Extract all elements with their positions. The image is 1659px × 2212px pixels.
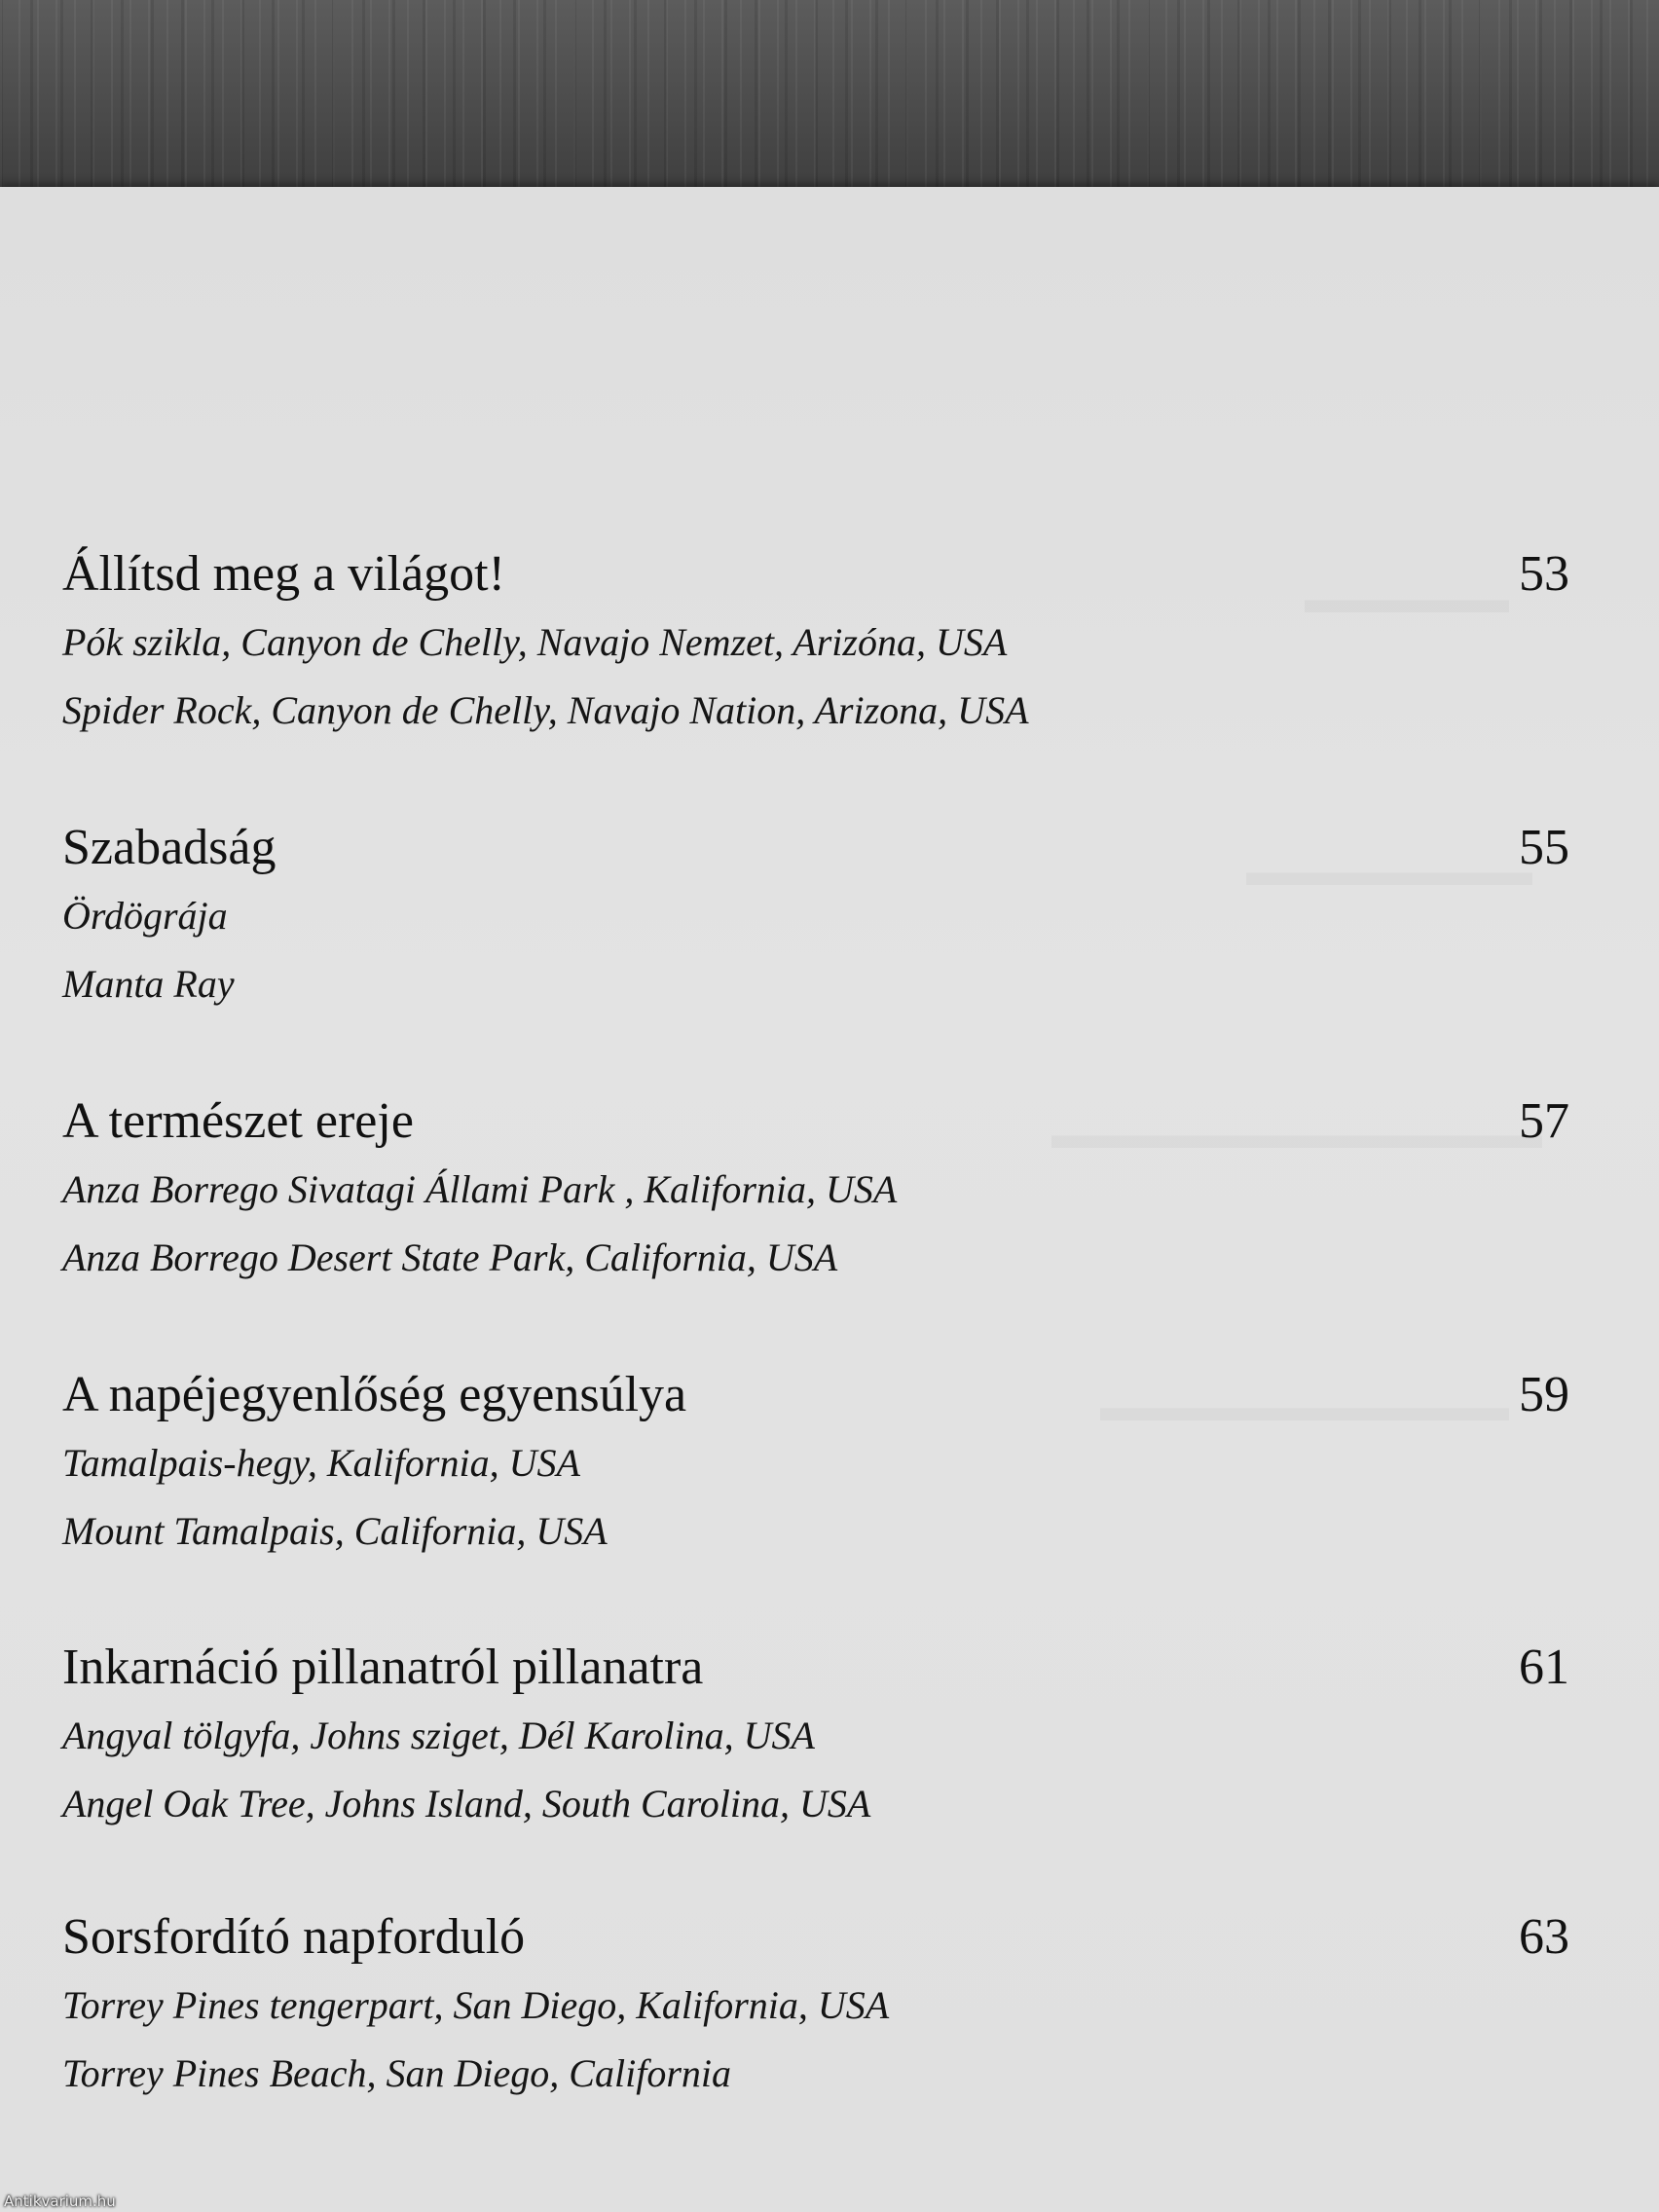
toc-entry-subtitle-hungarian: Tamalpais-hegy, Kalifornia, USA xyxy=(62,1441,580,1485)
toc-entry-subtitle-english: Spider Rock, Canyon de Chelly, Navajo Nation, Arizona, USA xyxy=(62,688,1029,732)
show-through-text xyxy=(1246,849,1532,896)
toc-entry-page-number: 57 xyxy=(1519,1093,1569,1149)
toc-entry-title: Sorsfordító napforduló xyxy=(62,1909,526,1965)
show-through-text xyxy=(1051,1112,1542,1159)
toc-entry-title: A napéjegyenlőség egyensúlya xyxy=(62,1367,687,1422)
toc-entry-title: Inkarnáció pillanatról pillanatra xyxy=(62,1640,704,1695)
toc-entry-subtitle-english: Angel Oak Tree, Johns Island, South Carolina, USA xyxy=(62,1782,871,1825)
toc-entry-subtitle-english: Mount Tamalpais, California, USA xyxy=(62,1509,608,1553)
toc-entry-subtitle-english: Anza Borrego Desert State Park, California, USA xyxy=(62,1235,838,1279)
toc-entry-page-number: 63 xyxy=(1519,1909,1569,1965)
toc-entry-subtitle-english: Torrey Pines Beach, San Diego, California xyxy=(62,2051,731,2095)
show-through-text xyxy=(1100,1384,1509,1431)
toc-entry-subtitle-hungarian: Pók szikla, Canyon de Chelly, Navajo Nemzet, Arizóna, USA xyxy=(62,620,1008,664)
toc-entry-subtitle-english: Manta Ray xyxy=(62,962,235,1006)
show-through-text xyxy=(1305,576,1509,623)
toc-entry-page-number: 55 xyxy=(1519,820,1569,875)
toc-entry-page-number: 61 xyxy=(1519,1640,1569,1695)
toc-entry-subtitle-hungarian: Angyal tölgyfa, Johns sziget, Dél Karolina, USA xyxy=(62,1714,815,1757)
book-page xyxy=(0,187,1659,2212)
watermark: Antikvarium.hu xyxy=(4,2193,116,2210)
toc-entry-title: Állítsd meg a világot! xyxy=(62,546,505,602)
toc-entry-page-number: 59 xyxy=(1519,1367,1569,1422)
toc-entry-subtitle-hungarian: Torrey Pines tengerpart, San Diego, Kalifornia, USA xyxy=(62,1983,890,2027)
toc-entry-subtitle-hungarian: Anza Borrego Sivatagi Állami Park , Kalifornia, USA xyxy=(62,1167,898,1211)
table-surface-background xyxy=(0,0,1659,195)
toc-entry-title: Szabadság xyxy=(62,820,276,875)
toc-entry-title: A természet ereje xyxy=(62,1093,414,1149)
toc-entry-page-number: 53 xyxy=(1519,546,1569,602)
toc-entry-subtitle-hungarian: Ördögrája xyxy=(62,894,228,938)
